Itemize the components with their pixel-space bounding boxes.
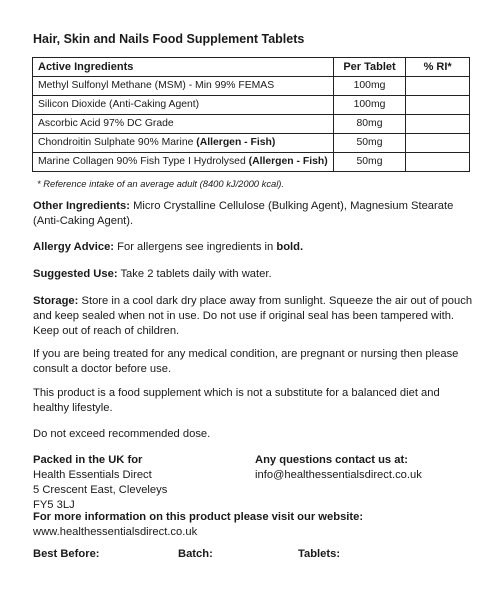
- ri-value: [406, 96, 470, 115]
- header-per-tablet: Per Tablet: [333, 58, 406, 77]
- supplement-note: This product is a food supplement which is not a substitute for a balanced diet and healthy lifestyle.: [33, 387, 440, 414]
- other-ingredients-label: Other Ingredients:: [33, 200, 130, 212]
- packed-label: Packed in the UK for: [33, 454, 143, 466]
- contact-block: [255, 453, 422, 483]
- suggested-use-text: Take 2 tablets daily with water.: [117, 268, 272, 280]
- ingredient-name: Chondroitin Sulphate 90% Marine (Allergen - Fish): [33, 134, 334, 153]
- suggested-use-label: Suggested Use:: [33, 268, 118, 280]
- allergy-advice-text: For allergens see ingredients in: [114, 241, 277, 253]
- contact-label: Any questions contact us at:: [255, 454, 408, 466]
- best-before-label: Best Before:: [33, 548, 100, 560]
- ingredient-name: Marine Collagen 90% Fish Type I Hydrolysed (Allergen - Fish): [33, 153, 334, 172]
- batch-label: Batch:: [178, 548, 213, 560]
- table-header-row: [33, 58, 470, 77]
- header-ri: % RI*: [406, 58, 470, 77]
- table-row: [33, 77, 470, 96]
- per-tablet-value: 100mg: [333, 96, 406, 115]
- table-row: [33, 115, 470, 134]
- per-tablet-value: 100mg: [333, 77, 406, 96]
- allergy-bold-word: bold.: [276, 241, 304, 253]
- product-title: Hair, Skin and Nails Food Supplement Tablets: [33, 32, 305, 46]
- allergy-advice-label: Allergy Advice:: [33, 241, 115, 253]
- ri-value: [406, 115, 470, 134]
- ingredients-table: [32, 57, 470, 172]
- ri-value: [406, 153, 470, 172]
- per-tablet-value: 50mg: [333, 153, 406, 172]
- suggested-use: [33, 267, 473, 282]
- website-block: [33, 510, 363, 540]
- tablets-label: Tablets:: [298, 548, 341, 560]
- header-active-ingredients: Active Ingredients: [33, 58, 334, 77]
- per-tablet-value: 80mg: [333, 115, 406, 134]
- packed-for-block: [33, 453, 167, 513]
- ingredient-name: Silicon Dioxide (Anti-Caking Agent): [33, 96, 334, 115]
- table-row: [33, 153, 470, 172]
- company-name: Health Essentials Direct: [33, 469, 152, 481]
- website-label: For more information on this product please visit our website:: [33, 511, 364, 523]
- other-ingredients-text: Micro Crystalline Cellulose (Bulking Agent), Magnesium Stearate (Anti-Caking Agent).: [33, 200, 454, 227]
- address-line: 5 Crescent East, Cleveleys: [33, 484, 168, 496]
- medical-advice: If you are being treated for any medical condition, are pregnant or nursing then please consult a doctor before use.: [33, 348, 459, 375]
- table-row: [33, 134, 470, 153]
- ingredient-name: Ascorbic Acid 97% DC Grade: [33, 115, 334, 134]
- table-row: [33, 96, 470, 115]
- postcode: FY5 3LJ: [33, 499, 75, 511]
- storage-text: Store in a cool dark dry place away from sunlight. Squeeze the air out of pouch and keep sealed when not in use. Do not use if original seal has been tampered with. Keep out of reach of children.: [33, 295, 473, 337]
- ingredient-name: Methyl Sulfonyl Methane (MSM) - Min 99% FEMAS: [33, 77, 334, 96]
- per-tablet-value: 50mg: [333, 134, 406, 153]
- ri-value: [406, 134, 470, 153]
- storage: [33, 294, 473, 339]
- website-url: www.healthessentialsdirect.co.uk: [33, 526, 198, 538]
- allergy-advice: [33, 240, 473, 255]
- ri-footnote: * Reference intake of an average adult (8400 kJ/2000 kcal).: [37, 178, 285, 189]
- storage-label: Storage:: [33, 295, 79, 307]
- dose-warning: Do not exceed recommended dose.: [33, 428, 211, 440]
- ri-value: [406, 77, 470, 96]
- contact-email: info@healthessentialsdirect.co.uk: [255, 469, 422, 481]
- other-ingredients: [33, 199, 473, 229]
